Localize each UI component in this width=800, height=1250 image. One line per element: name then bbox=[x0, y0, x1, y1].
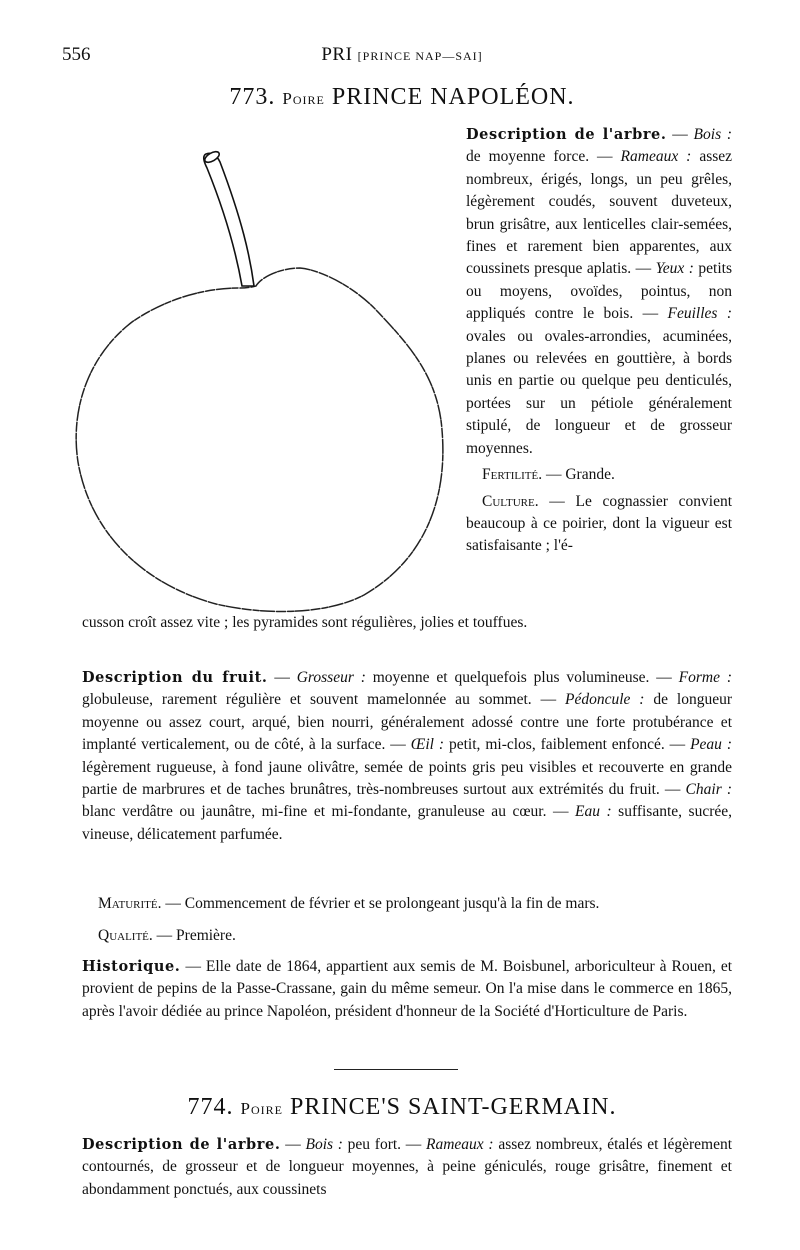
entry-774-tree-description: Description de l'arbre. — Bois : peu fort. — Rameaux : assez nombreux, étalés et légèrement contournés, de grosseur et de longueur moyennes, à peine géniculés, rouge grisâtre, finement et abondamment ponctués, aux coussinets bbox=[82, 1136, 733, 1198]
qualite-paragraph bbox=[98, 925, 732, 947]
bois-label: Bois : bbox=[693, 126, 733, 143]
entry-773-title bbox=[62, 84, 742, 111]
entry-774-number: 774. bbox=[187, 1094, 234, 1120]
pear-outline-illustration bbox=[72, 140, 452, 620]
chair-label: Chair : bbox=[685, 781, 732, 799]
historique-paragraph bbox=[82, 956, 732, 1023]
qualite-label: Qualité. bbox=[98, 927, 153, 944]
running-title-main: PRI bbox=[321, 44, 353, 65]
culture-text-full: cusson croît assez vite ; les pyramides sont régulières, jolies et touffues. bbox=[82, 614, 528, 631]
page-number: 556 bbox=[62, 44, 91, 65]
peau-text: légèrement rugueuse, à fond jaune olivâtre, semée de points gris peu visibles et recouverte en grande partie de marbrures et de taches brunâtres, très-nombreuses surtout aux extrémités du fruit. — bbox=[82, 758, 732, 799]
entry-774-rameaux-label: Rameaux : bbox=[426, 1136, 494, 1153]
entry-773-name: PRINCE NAPOLÉON. bbox=[331, 84, 575, 110]
tree-description-column bbox=[466, 124, 732, 558]
maturite-label: Maturité. bbox=[98, 895, 162, 912]
historique-text: — Elle date de 1864, appartient aux semis de M. Boisbunel, arboriculteur à Rouen, et provient de pepins de la Passe-Crassane, gain du même semeur. On l'a mise dans le commerce en 1865, après l'avoir dédiée au prince Napoléon, président d'honneur de la Société d'Horticulture de Paris. bbox=[82, 958, 733, 1020]
rameaux-label: Rameaux : bbox=[620, 148, 692, 166]
oeil-label: Œil : bbox=[410, 736, 445, 754]
historique-label: Historique. bbox=[82, 958, 181, 975]
maturite-text: — Commencement de février et se prolongeant jusqu'à la fin de mars. bbox=[165, 895, 600, 912]
culture-paragraph bbox=[466, 491, 732, 558]
entry-774-bois-label: Bois : bbox=[305, 1136, 343, 1153]
rameaux-text: assez nombreux, érigés, longs, un peu grêles, légèrement coudés, souvent duveteux, brun grisâtre, aux lenticelles clair-semées, fines et rarement bien apparentes, aux coussinets presque aplatis. — bbox=[466, 148, 733, 278]
culture-label: Culture. bbox=[482, 492, 539, 510]
forme-label: Forme : bbox=[678, 669, 732, 686]
pedoncule-text: de longueur moyenne ou assez court, arqué, bien nourri, généralement adossé contre une forte protubérance et implanté verticalement, ou de côté, à la surface. — bbox=[82, 691, 733, 754]
maturite-paragraph bbox=[98, 893, 732, 915]
eau-label: Eau : bbox=[575, 803, 612, 821]
entry-774-title bbox=[62, 1094, 742, 1121]
grosseur-label: Grosseur : bbox=[296, 669, 366, 686]
eau-text: suffisante, sucrée, vineuse, délicatement parfumée. bbox=[82, 803, 732, 843]
fertilite-paragraph bbox=[466, 464, 732, 486]
feuilles-label: Feuilles : bbox=[667, 305, 733, 323]
pear-body-outline bbox=[76, 268, 443, 611]
entry-773-poire: Poire bbox=[282, 89, 325, 108]
forme-text: globuleuse, rarement régulière et souvent mamelonnée au sommet. — bbox=[82, 691, 557, 709]
entry-774-tree-heading: Description de l'arbre. bbox=[82, 1136, 281, 1153]
entry-774-poire: Poire bbox=[240, 1099, 283, 1118]
culture-continuation bbox=[82, 612, 732, 634]
running-header bbox=[62, 44, 742, 68]
qualite-text: — Première. bbox=[156, 927, 236, 944]
yeux-text: petits ou moyens, ovoïdes, pointus, non appliqués contre le bois. — bbox=[466, 260, 733, 323]
tree-description: Description de l'arbre. — Bois : de moyenne force. — Rameaux : assez nombreux, érigés, longs, un peu grêles, légèrement coudés, souvent duveteux, brun grisâtre, aux lenticelles clair-semées, fines et rarement bien apparentes, aux coussinets presque aplatis. — Yeux : petits ou moyens, ovoïdes, pointus, non appliqués contre le bois. — Feuilles : ovales ou ovales-arrondies, acuminées, planes ou relevées en gouttière, à bords unis en partie ou quelque peu denticulés, portées sur un pétiole généralement stipulé, de longueur et de grosseur moyennes. bbox=[466, 126, 733, 457]
feuilles-text: ovales ou ovales-arrondies, acuminées, planes ou relevées en gouttière, à bords unis en partie ou quelque peu denticulés, portées sur un pétiole généralement stipulé, de longueur et de grosseur moyennes. bbox=[466, 327, 732, 457]
entry-773-number: 773. bbox=[229, 84, 276, 110]
culture-text-right: — Le cognassier convient beaucoup à ce poirier, dont la vigueur est satisfaisante ; l'é- bbox=[466, 492, 733, 555]
oeil-text: petit, mi-clos, faiblement enfoncé. — bbox=[448, 736, 686, 754]
fruit-description: Description du fruit. — Grosseur : moyenne et quelquefois plus volumineuse. — Forme : globuleuse, rarement régulière et souvent mamelonnée au sommet. — Pédoncule : de longueur moyenne ou assez court, arqué, bien nourri, généralement adossé contre une forte protubérance et implanté verticalement, ou de côté, à la surface. — Œil : petit, mi-clos, faiblement enfoncé. — Peau : légèrement rugueuse, à fond jaune olivâtre, semée de points gris peu visibles et recouverte en grande partie de marbrures et de taches brunâtres, très-nombreuses surtout aux extrémités du fruit. — Chair : blanc verdâtre ou jaunâtre, mi-fine et mi-fondante, granuleuse au cœur. — Eau : suffisante, sucrée, vineuse, délicatement parfumée. bbox=[82, 669, 733, 843]
running-title bbox=[62, 44, 742, 66]
tree-description-heading: Description de l'arbre. bbox=[466, 126, 667, 143]
running-title-range: [PRINCE NAP—SAI] bbox=[357, 49, 483, 63]
bois-text: de moyenne force. — bbox=[466, 148, 613, 166]
peau-label: Peau : bbox=[690, 736, 733, 754]
fertilite-text: — Grande. bbox=[545, 466, 615, 484]
yeux-label: Yeux : bbox=[655, 260, 694, 278]
fruit-description-heading: Description du fruit. bbox=[82, 669, 268, 686]
entry-774-name: PRINCE'S SAINT-GERMAIN. bbox=[289, 1094, 617, 1120]
section-divider bbox=[334, 1069, 458, 1070]
grosseur-text: moyenne et quelquefois plus volumineuse. — bbox=[372, 669, 672, 686]
pear-stem bbox=[204, 153, 254, 286]
fertilite-label: Fertilité. bbox=[482, 466, 543, 484]
entry-774-bois-text: peu fort. — bbox=[347, 1136, 422, 1153]
pedoncule-label: Pédoncule : bbox=[564, 691, 645, 709]
chair-text: blanc verdâtre ou jaunâtre, mi-fine et mi-fondante, granuleuse au cœur. — bbox=[82, 803, 569, 821]
entry-774-rameaux-text: assez nombreux, étalés et légèrement contournés, de grosseur et de longueur moyennes, à peine géniculés, rouge grisâtre, finement et abondamment ponctués, aux coussinets bbox=[82, 1136, 733, 1198]
